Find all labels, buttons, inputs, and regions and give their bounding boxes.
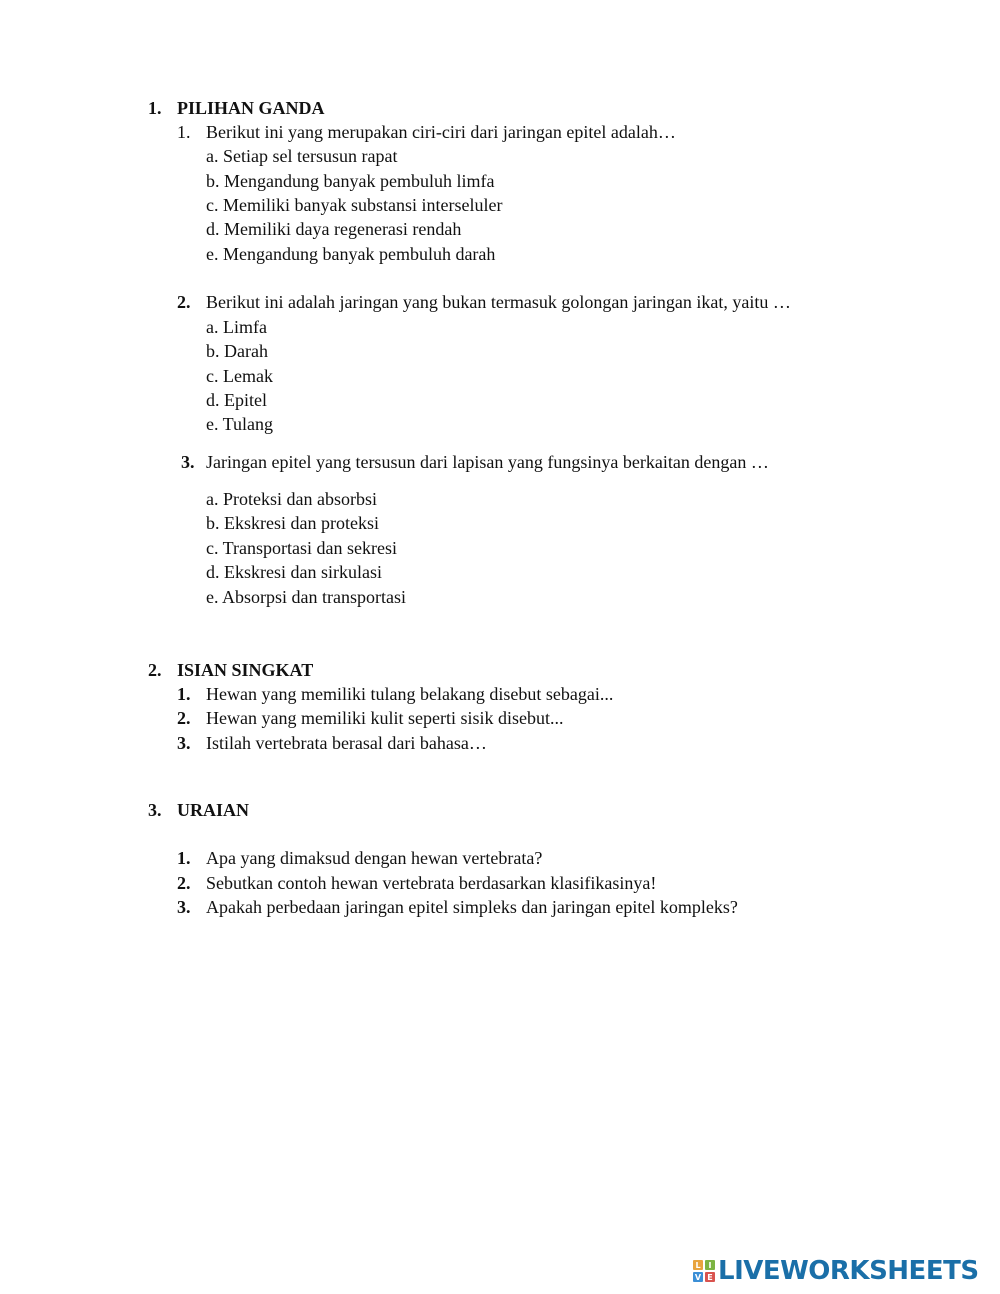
logo-letter: L — [693, 1260, 703, 1270]
option: d. Memiliki daya regenerasi rendah — [206, 219, 462, 239]
question-text: Apa yang dimaksud dengan hewan vertebrata? — [206, 848, 543, 868]
section-title: ISIAN SINGKAT — [177, 660, 314, 680]
section-number: 3. — [148, 800, 162, 820]
logo-letter: E — [705, 1272, 715, 1282]
option: b. Darah — [206, 341, 268, 361]
question-text: Apakah perbedaan jaringan epitel simpleks dan jaringan epitel kompleks? — [206, 897, 738, 917]
question-text: Istilah vertebrata berasal dari bahasa… — [206, 733, 487, 753]
question-text: Hewan yang memiliki tulang belakang disebut sebagai... — [206, 684, 614, 704]
question-number: 2. — [177, 873, 191, 893]
option: c. Memiliki banyak substansi interseluler — [206, 195, 503, 215]
option: e. Tulang — [206, 414, 274, 434]
option: d. Ekskresi dan sirkulasi — [206, 562, 382, 582]
section-number: 1. — [148, 98, 162, 118]
logo-text: LIVEWORKSHEETS — [718, 1256, 979, 1286]
logo-letter: I — [705, 1260, 715, 1270]
option: e. Absorpsi dan transportasi — [206, 587, 406, 607]
question-text: Berikut ini yang merupakan ciri-ciri dari jaringan epitel adalah… — [206, 122, 676, 142]
question-number: 2. — [177, 708, 191, 728]
question-text: Berikut ini adalah jaringan yang bukan termasuk golongan jaringan ikat, yaitu … — [206, 292, 791, 312]
question-text: Jaringan epitel yang tersusun dari lapisan yang fungsinya berkaitan dengan … — [206, 452, 769, 472]
option: a. Limfa — [206, 317, 267, 337]
question-number: 3. — [177, 733, 191, 753]
option: c. Lemak — [206, 366, 273, 386]
section-number: 2. — [148, 660, 162, 680]
option: e. Mengandung banyak pembuluh darah — [206, 244, 496, 264]
question-number: 1. — [177, 848, 191, 868]
question-number: 3. — [177, 897, 191, 917]
logo-letter: V — [694, 1272, 702, 1282]
option: a. Proteksi dan absorbsi — [206, 489, 377, 509]
logo-mark-icon — [693, 1260, 715, 1282]
question-number: 1. — [177, 684, 191, 704]
liveworksheets-logo — [693, 1256, 979, 1286]
option: a. Setiap sel tersusun rapat — [206, 146, 398, 166]
question-number: 2. — [177, 292, 191, 312]
question-text: Hewan yang memiliki kulit seperti sisik disebut... — [206, 708, 564, 728]
section-title: URAIAN — [177, 800, 249, 820]
option: c. Transportasi dan sekresi — [206, 538, 397, 558]
question-text: Sebutkan contoh hewan vertebrata berdasarkan klasifikasinya! — [206, 873, 657, 893]
section-title: PILIHAN GANDA — [177, 98, 325, 118]
option: b. Mengandung banyak pembuluh limfa — [206, 171, 495, 191]
question-number: 1. — [177, 122, 191, 142]
option: b. Ekskresi dan proteksi — [206, 513, 379, 533]
question-number: 3. — [181, 452, 195, 472]
option: d. Epitel — [206, 390, 267, 410]
